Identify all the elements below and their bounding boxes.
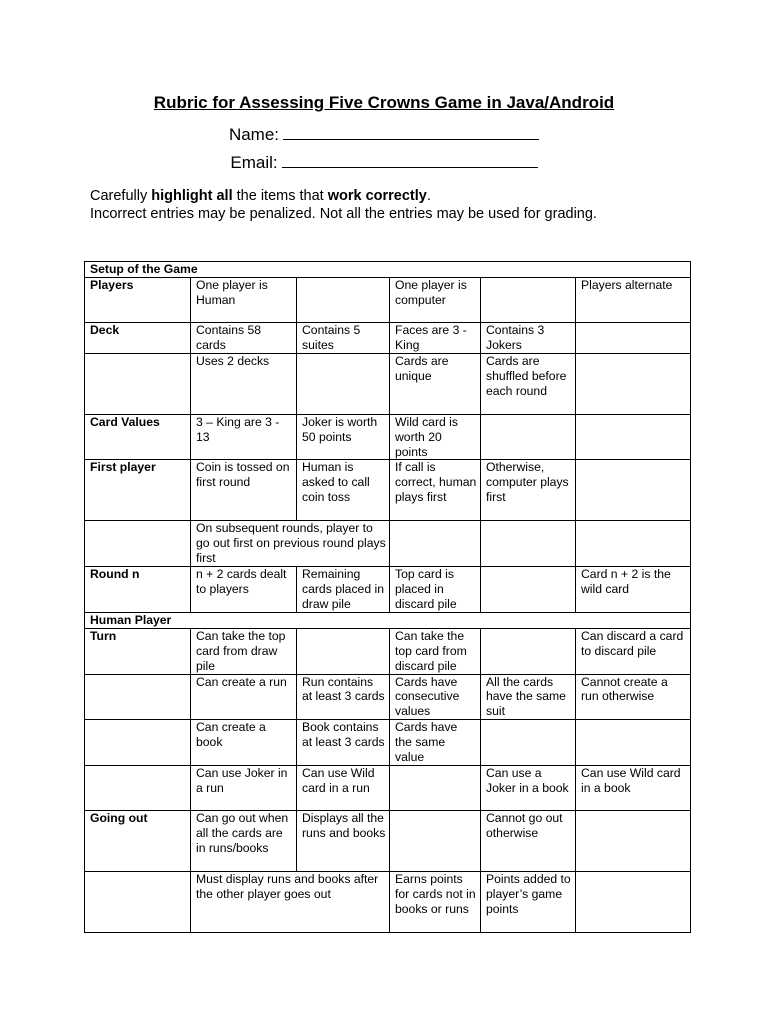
table-cell: Contains 5 suites <box>297 322 390 353</box>
instruction-line-2: Incorrect entries may be penalized. Not all the entries may be used for grading. <box>90 206 597 222</box>
table-cell <box>576 460 691 521</box>
email-blank-line <box>282 151 538 168</box>
table-cell <box>297 628 390 674</box>
table-cell: Uses 2 decks <box>191 353 297 414</box>
table-cell <box>576 871 691 932</box>
table-cell: Otherwise, computer plays first <box>481 460 576 521</box>
table-cell: Can use a Joker in a book <box>481 765 576 810</box>
table-row <box>85 460 691 521</box>
table-cell <box>481 720 576 766</box>
email-label: Email: <box>230 153 278 172</box>
instr-bold-work: work correctly <box>327 188 427 204</box>
table-cell: Can go out when all the cards are in runs/books <box>191 810 297 871</box>
table-cell <box>85 720 191 766</box>
rubric-table <box>84 261 691 933</box>
table-cell: Coin is tossed on first round <box>191 460 297 521</box>
table-cell: Can take the top card from discard pile <box>390 628 481 674</box>
table-cell: Players alternate <box>576 277 691 322</box>
table-cell <box>481 628 576 674</box>
table-cell: Book contains at least 3 cards <box>297 720 390 766</box>
table-cell: Can create a book <box>191 720 297 766</box>
table-cell <box>576 353 691 414</box>
table-cell: One player is computer <box>390 277 481 322</box>
table-cell <box>85 674 191 720</box>
table-cell: One player is Human <box>191 277 297 322</box>
table-cell: Can use Wild card in a run <box>297 765 390 810</box>
table-cell <box>576 322 691 353</box>
name-field <box>0 123 768 145</box>
table-row <box>85 567 691 613</box>
table-cell: Run contains at least 3 cards <box>297 674 390 720</box>
table-cell <box>85 765 191 810</box>
table-cell: 3 – King are 3 - 13 <box>191 414 297 460</box>
table-cell: Can use Joker in a run <box>191 765 297 810</box>
table-cell: Can take the top card from draw pile <box>191 628 297 674</box>
table-cell <box>576 810 691 871</box>
table-cell <box>85 871 191 932</box>
table-row <box>85 277 691 322</box>
table-cell: Cannot create a run otherwise <box>576 674 691 720</box>
table-row <box>85 353 691 414</box>
table-cell: All the cards have the same suit <box>481 674 576 720</box>
table-row <box>85 521 691 567</box>
table-cell: Remaining cards placed in draw pile <box>297 567 390 613</box>
table-cell <box>85 353 191 414</box>
table-cell: Cards have consecutive values <box>390 674 481 720</box>
table-cell: Points added to player’s game points <box>481 871 576 932</box>
table-cell <box>390 521 481 567</box>
table-cell: Cards are shuffled before each round <box>481 353 576 414</box>
table-cell: Can create a run <box>191 674 297 720</box>
table-cell: Card n + 2 is the wild card <box>576 567 691 613</box>
table-cell <box>390 810 481 871</box>
table-row <box>85 720 691 766</box>
instr-bold-highlight: highlight all <box>151 188 233 204</box>
table-cell <box>297 277 390 322</box>
table-row <box>85 322 691 353</box>
table-cell <box>481 521 576 567</box>
table-cell: Contains 3 Jokers <box>481 322 576 353</box>
table-cell <box>481 414 576 460</box>
table-cell <box>85 521 191 567</box>
table-row <box>85 612 691 628</box>
table-row <box>85 674 691 720</box>
instr-text: Carefully <box>90 188 152 204</box>
table-cell <box>297 353 390 414</box>
table-cell: Joker is worth 50 points <box>297 414 390 460</box>
row-label: First player <box>85 460 191 521</box>
table-row <box>85 262 691 278</box>
table-cell: n + 2 cards dealt to players <box>191 567 297 613</box>
table-cell: Top card is placed in discard pile <box>390 567 481 613</box>
table-cell: Cards are unique <box>390 353 481 414</box>
section-header-human: Human Player <box>85 612 691 628</box>
row-label: Round n <box>85 567 191 613</box>
section-header-setup: Setup of the Game <box>85 262 691 278</box>
table-cell <box>481 567 576 613</box>
table-cell: Faces are 3 - King <box>390 322 481 353</box>
name-label: Name: <box>228 125 280 144</box>
table-cell: On subsequent rounds, player to go out first on previous round plays first <box>191 521 390 567</box>
row-label: Turn <box>85 628 191 674</box>
table-row <box>85 871 691 932</box>
table-cell: Cards have the same value <box>390 720 481 766</box>
table-cell: Wild card is worth 20 points <box>390 414 481 460</box>
table-row <box>85 765 691 810</box>
email-field <box>0 151 768 173</box>
table-cell <box>576 414 691 460</box>
table-cell: Must display runs and books after the other player goes out <box>191 871 390 932</box>
table-cell <box>576 720 691 766</box>
table-cell: Cannot go out otherwise <box>481 810 576 871</box>
instruction-line-1 <box>90 188 431 204</box>
table-cell: Displays all the runs and books <box>297 810 390 871</box>
table-cell: Earns points for cards not in books or runs <box>390 871 481 932</box>
table-cell <box>390 765 481 810</box>
instr-text: the items that <box>232 188 328 204</box>
table-cell: Can use Wild card in a book <box>576 765 691 810</box>
table-cell: Contains 58 cards <box>191 322 297 353</box>
row-label: Card Values <box>85 414 191 460</box>
table-row <box>85 810 691 871</box>
table-row <box>85 414 691 460</box>
table-cell: Human is asked to call coin toss <box>297 460 390 521</box>
table-cell: If call is correct, human plays first <box>390 460 481 521</box>
table-row <box>85 628 691 674</box>
name-blank-line <box>283 123 539 140</box>
row-label: Players <box>85 277 191 322</box>
row-label: Deck <box>85 322 191 353</box>
table-cell <box>481 277 576 322</box>
page-title: Rubric for Assessing Five Crowns Game in Java/Android <box>153 93 615 112</box>
row-label: Going out <box>85 810 191 871</box>
table-cell <box>576 521 691 567</box>
table-cell: Can discard a card to discard pile <box>576 628 691 674</box>
instr-text: . <box>426 188 431 204</box>
